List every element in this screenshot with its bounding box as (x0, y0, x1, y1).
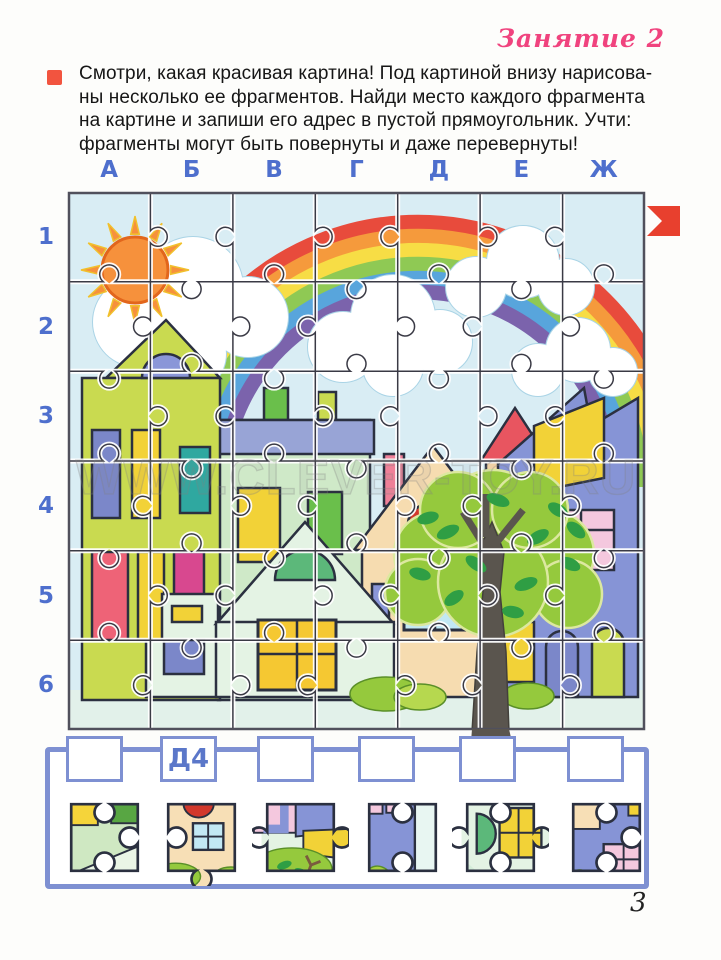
puzzle-picture (68, 192, 645, 730)
grid-row-labels (30, 192, 62, 730)
row-label: 3 (37, 403, 54, 430)
row-label: 4 (37, 492, 54, 519)
fragment-5 (452, 789, 549, 886)
answer-box-6[interactable] (567, 736, 624, 782)
column-label: А (100, 157, 119, 183)
fragment-1 (56, 789, 153, 886)
answer-box-3[interactable] (257, 736, 314, 782)
fragment-3 (252, 789, 349, 886)
answer-box-4[interactable] (358, 736, 415, 782)
row-label: 2 (37, 313, 54, 340)
column-label: Д (428, 157, 450, 183)
fragment-4 (354, 789, 451, 886)
page-number: 3 (630, 888, 647, 918)
instruction-line: ны несколько ее фрагментов. Найди место каждого фрагмента (79, 86, 645, 108)
column-label: Ж (589, 157, 618, 183)
fragment-6 (558, 789, 655, 886)
row-label: 5 (37, 582, 54, 609)
instruction-bullet-icon (47, 70, 62, 85)
column-label: Е (513, 157, 530, 183)
answer-value: Д4 (167, 744, 210, 774)
lesson-label: Занятие 2 (497, 24, 665, 53)
answer-box-1[interactable] (66, 736, 123, 782)
watermark-text: WWW.CLEVER-TOY.RU (75, 451, 637, 505)
column-label: Г (349, 157, 364, 183)
fragment-2 (153, 789, 250, 886)
column-label: Б (182, 157, 201, 183)
instruction-line: на картине и запиши его адрес в пустой прямоугольник. Учти: (79, 110, 632, 131)
column-label: В (265, 157, 283, 183)
grid-column-labels (68, 157, 645, 185)
bookmark-flag-icon (645, 203, 683, 241)
row-label: 1 (37, 223, 54, 250)
instruction-line: Смотри, какая красивая картина! Под картиной внизу нарисова- (79, 63, 653, 84)
row-label: 6 (37, 672, 54, 699)
answer-box-5[interactable] (459, 736, 516, 782)
instruction-line: фрагменты могут быть повернуты и даже перевернуты! (79, 133, 579, 155)
answer-box-2[interactable] (160, 736, 217, 782)
instruction-text (79, 62, 679, 156)
